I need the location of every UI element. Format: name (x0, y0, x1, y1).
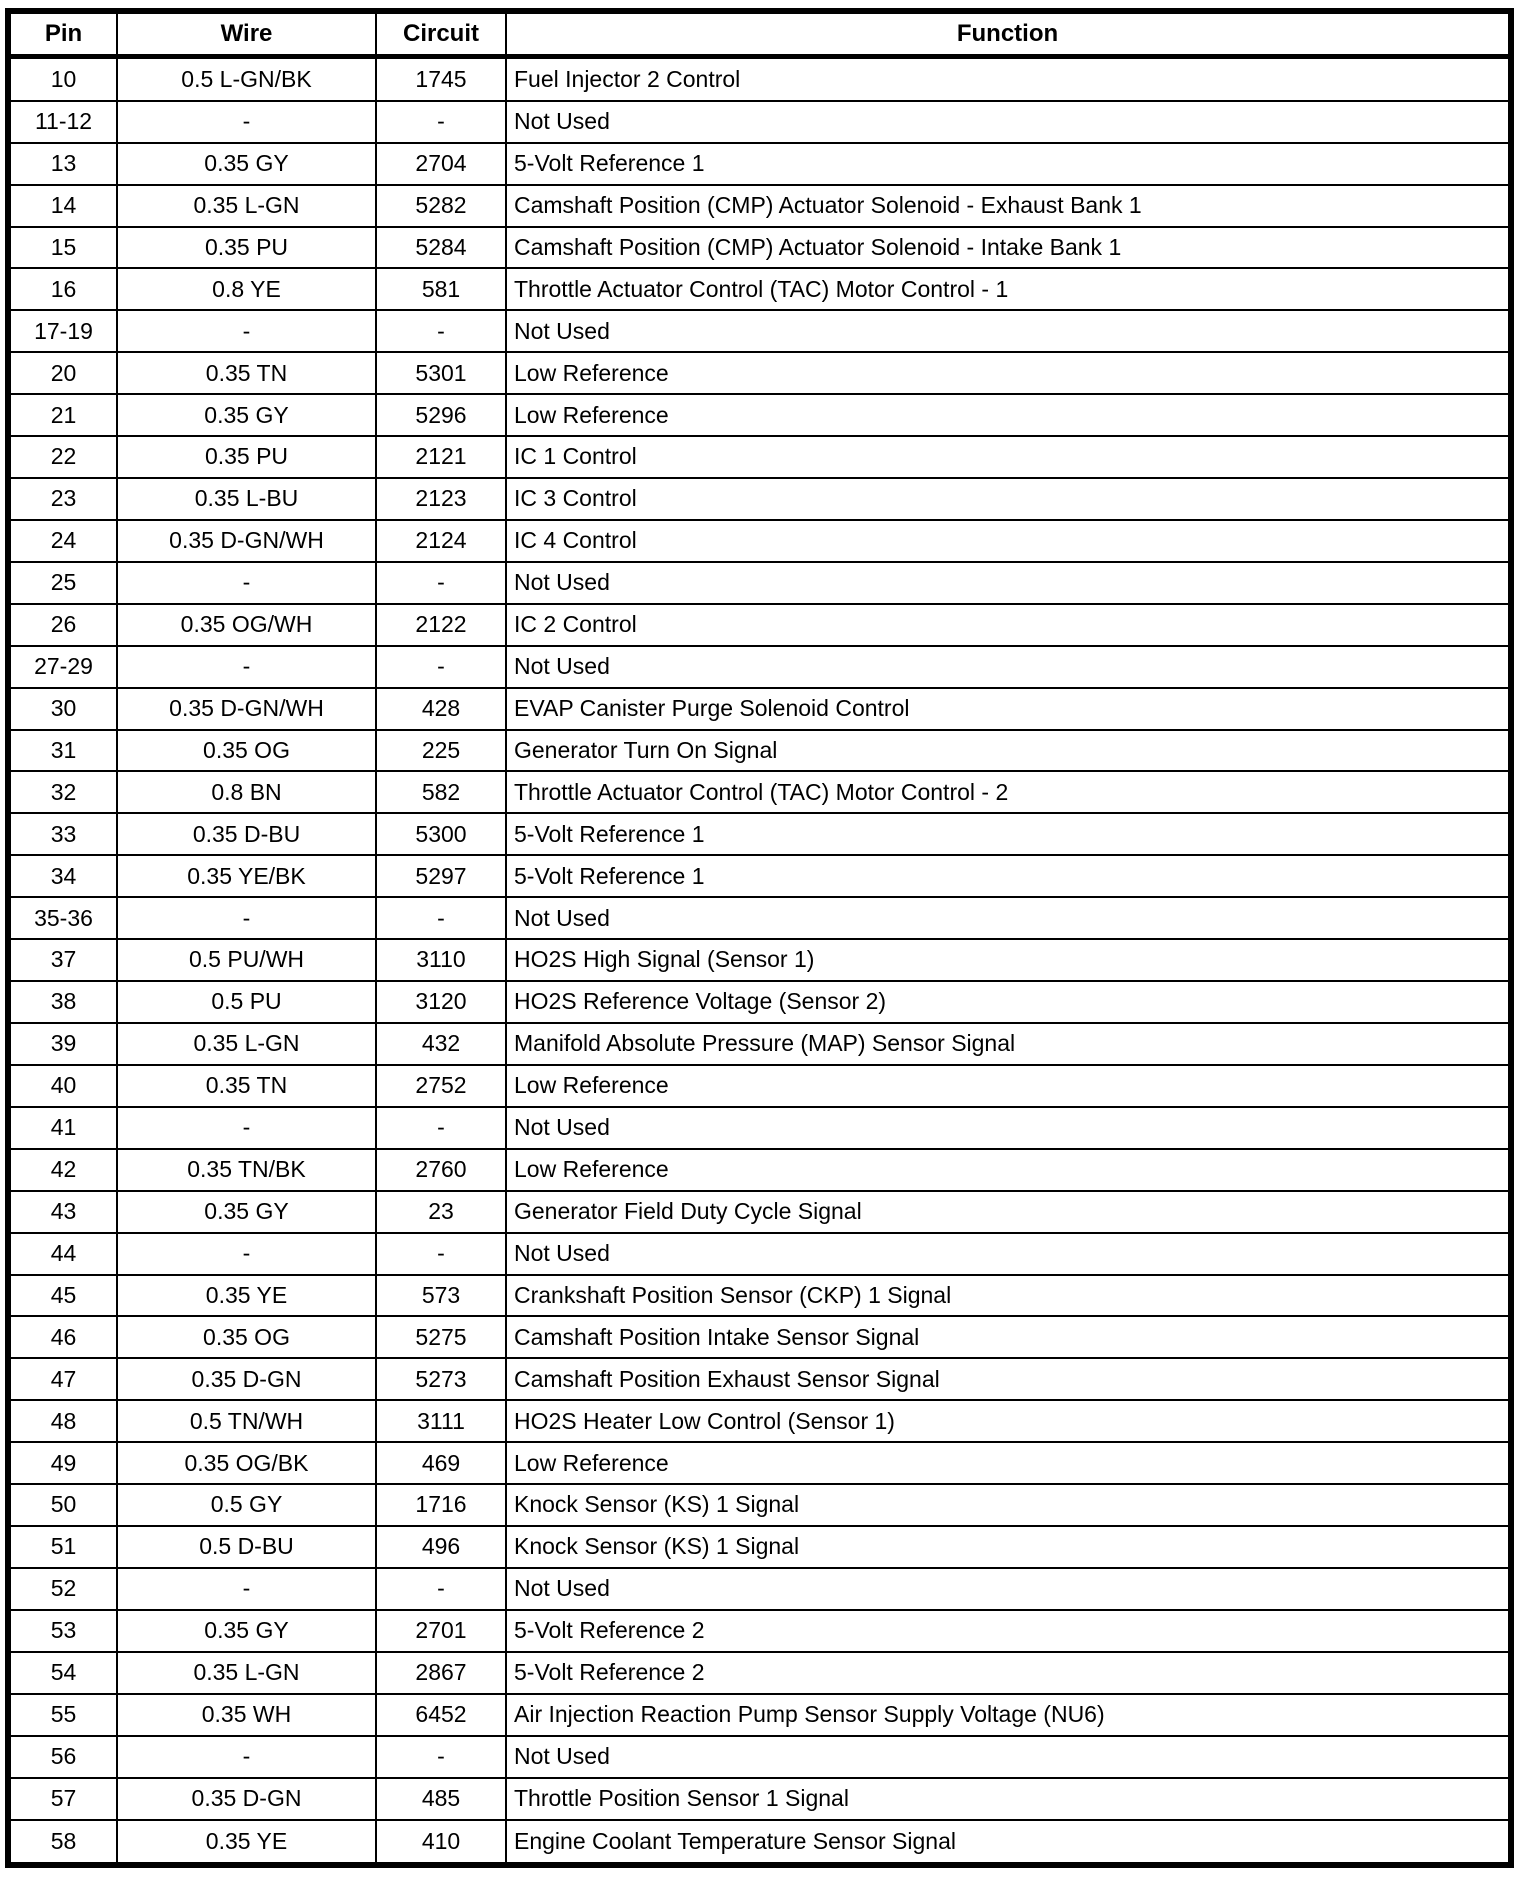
table-row (8, 1358, 1511, 1400)
table-row (8, 352, 1511, 394)
pin-cell: 48 (8, 1400, 117, 1442)
wire-cell: - (117, 101, 376, 143)
circuit-cell: 2123 (376, 478, 506, 520)
wire-cell: 0.35 YE/BK (117, 855, 376, 897)
wire-cell: 0.5 D-BU (117, 1526, 376, 1568)
circuit-cell: 5275 (376, 1316, 506, 1358)
table-row (8, 1652, 1511, 1694)
function-cell: Not Used (506, 310, 1511, 352)
pin-cell: 15 (8, 227, 117, 269)
wire-cell: 0.35 D-BU (117, 813, 376, 855)
table-row (8, 478, 1511, 520)
wire-cell: 0.5 GY (117, 1484, 376, 1526)
pin-cell: 38 (8, 981, 117, 1023)
function-cell: Not Used (506, 562, 1511, 604)
table-row (8, 939, 1511, 981)
table-row (8, 1484, 1511, 1526)
pin-cell: 42 (8, 1149, 117, 1191)
circuit-cell: - (376, 562, 506, 604)
table-row (8, 57, 1511, 101)
pin-cell: 27-29 (8, 646, 117, 688)
circuit-cell: 5282 (376, 185, 506, 227)
table-row (8, 1275, 1511, 1317)
column-header-circuit: Circuit (376, 11, 506, 57)
pin-cell: 41 (8, 1107, 117, 1149)
table-row (8, 730, 1511, 772)
pin-cell: 47 (8, 1358, 117, 1400)
table-row (8, 227, 1511, 269)
circuit-cell: 2867 (376, 1652, 506, 1694)
table-row (8, 604, 1511, 646)
table-row (8, 688, 1511, 730)
function-cell: Low Reference (506, 1442, 1511, 1484)
pin-cell: 39 (8, 1023, 117, 1065)
table-row (8, 1400, 1511, 1442)
table-row (8, 1316, 1511, 1358)
wire-cell: 0.35 YE (117, 1275, 376, 1317)
function-cell: Low Reference (506, 1149, 1511, 1191)
wire-cell: 0.35 L-GN (117, 1652, 376, 1694)
wire-cell: 0.35 PU (117, 227, 376, 269)
table-row (8, 1694, 1511, 1736)
table-row (8, 1526, 1511, 1568)
pin-cell: 32 (8, 771, 117, 813)
circuit-cell: 485 (376, 1778, 506, 1820)
pin-cell: 35-36 (8, 897, 117, 939)
wire-cell: 0.5 PU (117, 981, 376, 1023)
wire-cell: 0.5 L-GN/BK (117, 57, 376, 101)
pin-cell: 11-12 (8, 101, 117, 143)
column-header-pin: Pin (8, 11, 117, 57)
function-cell: Generator Turn On Signal (506, 730, 1511, 772)
table-row (8, 1233, 1511, 1275)
table-row (8, 1610, 1511, 1652)
connector-pinout-table (5, 8, 1514, 1868)
function-cell: 5-Volt Reference 1 (506, 143, 1511, 185)
circuit-cell: 5297 (376, 855, 506, 897)
circuit-cell: 5301 (376, 352, 506, 394)
circuit-cell: 2124 (376, 520, 506, 562)
pin-cell: 49 (8, 1442, 117, 1484)
table-row (8, 185, 1511, 227)
pin-cell: 14 (8, 185, 117, 227)
pin-cell: 45 (8, 1275, 117, 1317)
table-row (8, 1107, 1511, 1149)
table-row (8, 1820, 1511, 1865)
wire-cell: 0.35 GY (117, 1191, 376, 1233)
pin-cell: 21 (8, 394, 117, 436)
function-cell: Not Used (506, 1233, 1511, 1275)
circuit-cell: 1745 (376, 57, 506, 101)
wire-cell: 0.35 L-GN (117, 1023, 376, 1065)
pin-cell: 22 (8, 436, 117, 478)
wire-cell: 0.8 BN (117, 771, 376, 813)
wire-cell: - (117, 646, 376, 688)
circuit-cell: 432 (376, 1023, 506, 1065)
function-cell: HO2S Heater Low Control (Sensor 1) (506, 1400, 1511, 1442)
pin-cell: 33 (8, 813, 117, 855)
table-body (8, 57, 1511, 1866)
function-cell: Crankshaft Position Sensor (CKP) 1 Signal (506, 1275, 1511, 1317)
table-row (8, 1191, 1511, 1233)
circuit-cell: 2121 (376, 436, 506, 478)
circuit-cell: - (376, 101, 506, 143)
circuit-cell: - (376, 646, 506, 688)
pin-cell: 40 (8, 1065, 117, 1107)
table-row (8, 855, 1511, 897)
pin-cell: 50 (8, 1484, 117, 1526)
column-header-function: Function (506, 11, 1511, 57)
function-cell: Manifold Absolute Pressure (MAP) Sensor Signal (506, 1023, 1511, 1065)
wire-cell: 0.35 GY (117, 1610, 376, 1652)
circuit-cell: 225 (376, 730, 506, 772)
wire-cell: 0.35 GY (117, 394, 376, 436)
circuit-cell: 1716 (376, 1484, 506, 1526)
wire-cell: - (117, 1736, 376, 1778)
table-row (8, 1736, 1511, 1778)
pin-cell: 43 (8, 1191, 117, 1233)
function-cell: Not Used (506, 1568, 1511, 1610)
wire-cell: 0.5 PU/WH (117, 939, 376, 981)
wire-cell: - (117, 897, 376, 939)
wire-cell: - (117, 310, 376, 352)
pin-cell: 10 (8, 57, 117, 101)
circuit-cell: 582 (376, 771, 506, 813)
circuit-cell: - (376, 1233, 506, 1275)
wire-cell: 0.35 PU (117, 436, 376, 478)
circuit-cell: 3120 (376, 981, 506, 1023)
table-row (8, 520, 1511, 562)
wire-cell: 0.35 TN (117, 1065, 376, 1107)
circuit-cell: 2752 (376, 1065, 506, 1107)
circuit-cell: - (376, 1107, 506, 1149)
pin-cell: 44 (8, 1233, 117, 1275)
pin-cell: 31 (8, 730, 117, 772)
circuit-cell: 6452 (376, 1694, 506, 1736)
column-header-wire: Wire (117, 11, 376, 57)
wire-cell: - (117, 1568, 376, 1610)
function-cell: Not Used (506, 1736, 1511, 1778)
function-cell: Not Used (506, 646, 1511, 688)
wire-cell: 0.35 OG/WH (117, 604, 376, 646)
table-header (8, 11, 1511, 57)
pin-cell: 30 (8, 688, 117, 730)
function-cell: Camshaft Position (CMP) Actuator Solenoid - Exhaust Bank 1 (506, 185, 1511, 227)
pin-cell: 55 (8, 1694, 117, 1736)
function-cell: Throttle Actuator Control (TAC) Motor Control - 1 (506, 268, 1511, 310)
pin-cell: 16 (8, 268, 117, 310)
pin-cell: 51 (8, 1526, 117, 1568)
function-cell: 5-Volt Reference 2 (506, 1652, 1511, 1694)
wire-cell: 0.35 OG (117, 1316, 376, 1358)
wire-cell: 0.35 L-BU (117, 478, 376, 520)
pin-cell: 25 (8, 562, 117, 604)
circuit-cell: 2122 (376, 604, 506, 646)
wire-cell: 0.35 TN (117, 352, 376, 394)
pin-cell: 54 (8, 1652, 117, 1694)
circuit-cell: 3111 (376, 1400, 506, 1442)
pin-cell: 46 (8, 1316, 117, 1358)
function-cell: Air Injection Reaction Pump Sensor Supply Voltage (NU6) (506, 1694, 1511, 1736)
wire-cell: 0.35 GY (117, 143, 376, 185)
circuit-cell: 23 (376, 1191, 506, 1233)
circuit-cell: 2704 (376, 143, 506, 185)
pin-cell: 17-19 (8, 310, 117, 352)
function-cell: Fuel Injector 2 Control (506, 57, 1511, 101)
circuit-cell: - (376, 310, 506, 352)
function-cell: Throttle Actuator Control (TAC) Motor Control - 2 (506, 771, 1511, 813)
table-row (8, 897, 1511, 939)
circuit-cell: 469 (376, 1442, 506, 1484)
function-cell: Not Used (506, 1107, 1511, 1149)
function-cell: 5-Volt Reference 1 (506, 855, 1511, 897)
pin-cell: 56 (8, 1736, 117, 1778)
function-cell: Camshaft Position Exhaust Sensor Signal (506, 1358, 1511, 1400)
circuit-cell: - (376, 1568, 506, 1610)
table-row (8, 1568, 1511, 1610)
wire-cell: 0.35 WH (117, 1694, 376, 1736)
pin-cell: 23 (8, 478, 117, 520)
table-row (8, 646, 1511, 688)
circuit-cell: - (376, 1736, 506, 1778)
table-row (8, 436, 1511, 478)
function-cell: IC 2 Control (506, 604, 1511, 646)
circuit-cell: 5300 (376, 813, 506, 855)
table-row (8, 771, 1511, 813)
wire-cell: 0.5 TN/WH (117, 1400, 376, 1442)
table-row (8, 143, 1511, 185)
pin-cell: 20 (8, 352, 117, 394)
circuit-cell: 581 (376, 268, 506, 310)
function-cell: Generator Field Duty Cycle Signal (506, 1191, 1511, 1233)
wire-cell: 0.35 D-GN/WH (117, 520, 376, 562)
table-row (8, 562, 1511, 604)
table-row (8, 1778, 1511, 1820)
function-cell: HO2S High Signal (Sensor 1) (506, 939, 1511, 981)
pin-cell: 24 (8, 520, 117, 562)
circuit-cell: - (376, 897, 506, 939)
table-row (8, 268, 1511, 310)
table-row (8, 813, 1511, 855)
function-cell: IC 4 Control (506, 520, 1511, 562)
wire-cell: 0.8 YE (117, 268, 376, 310)
function-cell: Knock Sensor (KS) 1 Signal (506, 1526, 1511, 1568)
function-cell: Engine Coolant Temperature Sensor Signal (506, 1820, 1511, 1865)
wire-cell: 0.35 D-GN/WH (117, 688, 376, 730)
wire-cell: 0.35 L-GN (117, 185, 376, 227)
wire-cell: - (117, 1107, 376, 1149)
wire-cell: 0.35 D-GN (117, 1358, 376, 1400)
pin-cell: 57 (8, 1778, 117, 1820)
function-cell: Knock Sensor (KS) 1 Signal (506, 1484, 1511, 1526)
header-row (8, 11, 1511, 57)
function-cell: Camshaft Position (CMP) Actuator Solenoid - Intake Bank 1 (506, 227, 1511, 269)
function-cell: Low Reference (506, 394, 1511, 436)
pin-cell: 34 (8, 855, 117, 897)
wire-cell: 0.35 YE (117, 1820, 376, 1865)
function-cell: Low Reference (506, 352, 1511, 394)
function-cell: 5-Volt Reference 2 (506, 1610, 1511, 1652)
pin-cell: 13 (8, 143, 117, 185)
table-row (8, 981, 1511, 1023)
table-row (8, 1149, 1511, 1191)
wire-cell: - (117, 1233, 376, 1275)
circuit-cell: 410 (376, 1820, 506, 1865)
circuit-cell: 5296 (376, 394, 506, 436)
function-cell: Throttle Position Sensor 1 Signal (506, 1778, 1511, 1820)
circuit-cell: 2760 (376, 1149, 506, 1191)
table-row (8, 101, 1511, 143)
function-cell: Not Used (506, 101, 1511, 143)
pin-cell: 53 (8, 1610, 117, 1652)
function-cell: IC 3 Control (506, 478, 1511, 520)
function-cell: Camshaft Position Intake Sensor Signal (506, 1316, 1511, 1358)
table-row (8, 1023, 1511, 1065)
circuit-cell: 2701 (376, 1610, 506, 1652)
wire-cell: 0.35 OG (117, 730, 376, 772)
circuit-cell: 573 (376, 1275, 506, 1317)
wire-cell: 0.35 TN/BK (117, 1149, 376, 1191)
function-cell: IC 1 Control (506, 436, 1511, 478)
pin-cell: 58 (8, 1820, 117, 1865)
table-row (8, 394, 1511, 436)
pin-cell: 37 (8, 939, 117, 981)
pin-cell: 26 (8, 604, 117, 646)
circuit-cell: 5284 (376, 227, 506, 269)
wire-cell: - (117, 562, 376, 604)
function-cell: 5-Volt Reference 1 (506, 813, 1511, 855)
pin-cell: 52 (8, 1568, 117, 1610)
circuit-cell: 428 (376, 688, 506, 730)
table-row (8, 310, 1511, 352)
function-cell: Not Used (506, 897, 1511, 939)
table-row (8, 1065, 1511, 1107)
wire-cell: 0.35 OG/BK (117, 1442, 376, 1484)
function-cell: EVAP Canister Purge Solenoid Control (506, 688, 1511, 730)
circuit-cell: 5273 (376, 1358, 506, 1400)
circuit-cell: 496 (376, 1526, 506, 1568)
function-cell: HO2S Reference Voltage (Sensor 2) (506, 981, 1511, 1023)
table-row (8, 1442, 1511, 1484)
circuit-cell: 3110 (376, 939, 506, 981)
wire-cell: 0.35 D-GN (117, 1778, 376, 1820)
function-cell: Low Reference (506, 1065, 1511, 1107)
